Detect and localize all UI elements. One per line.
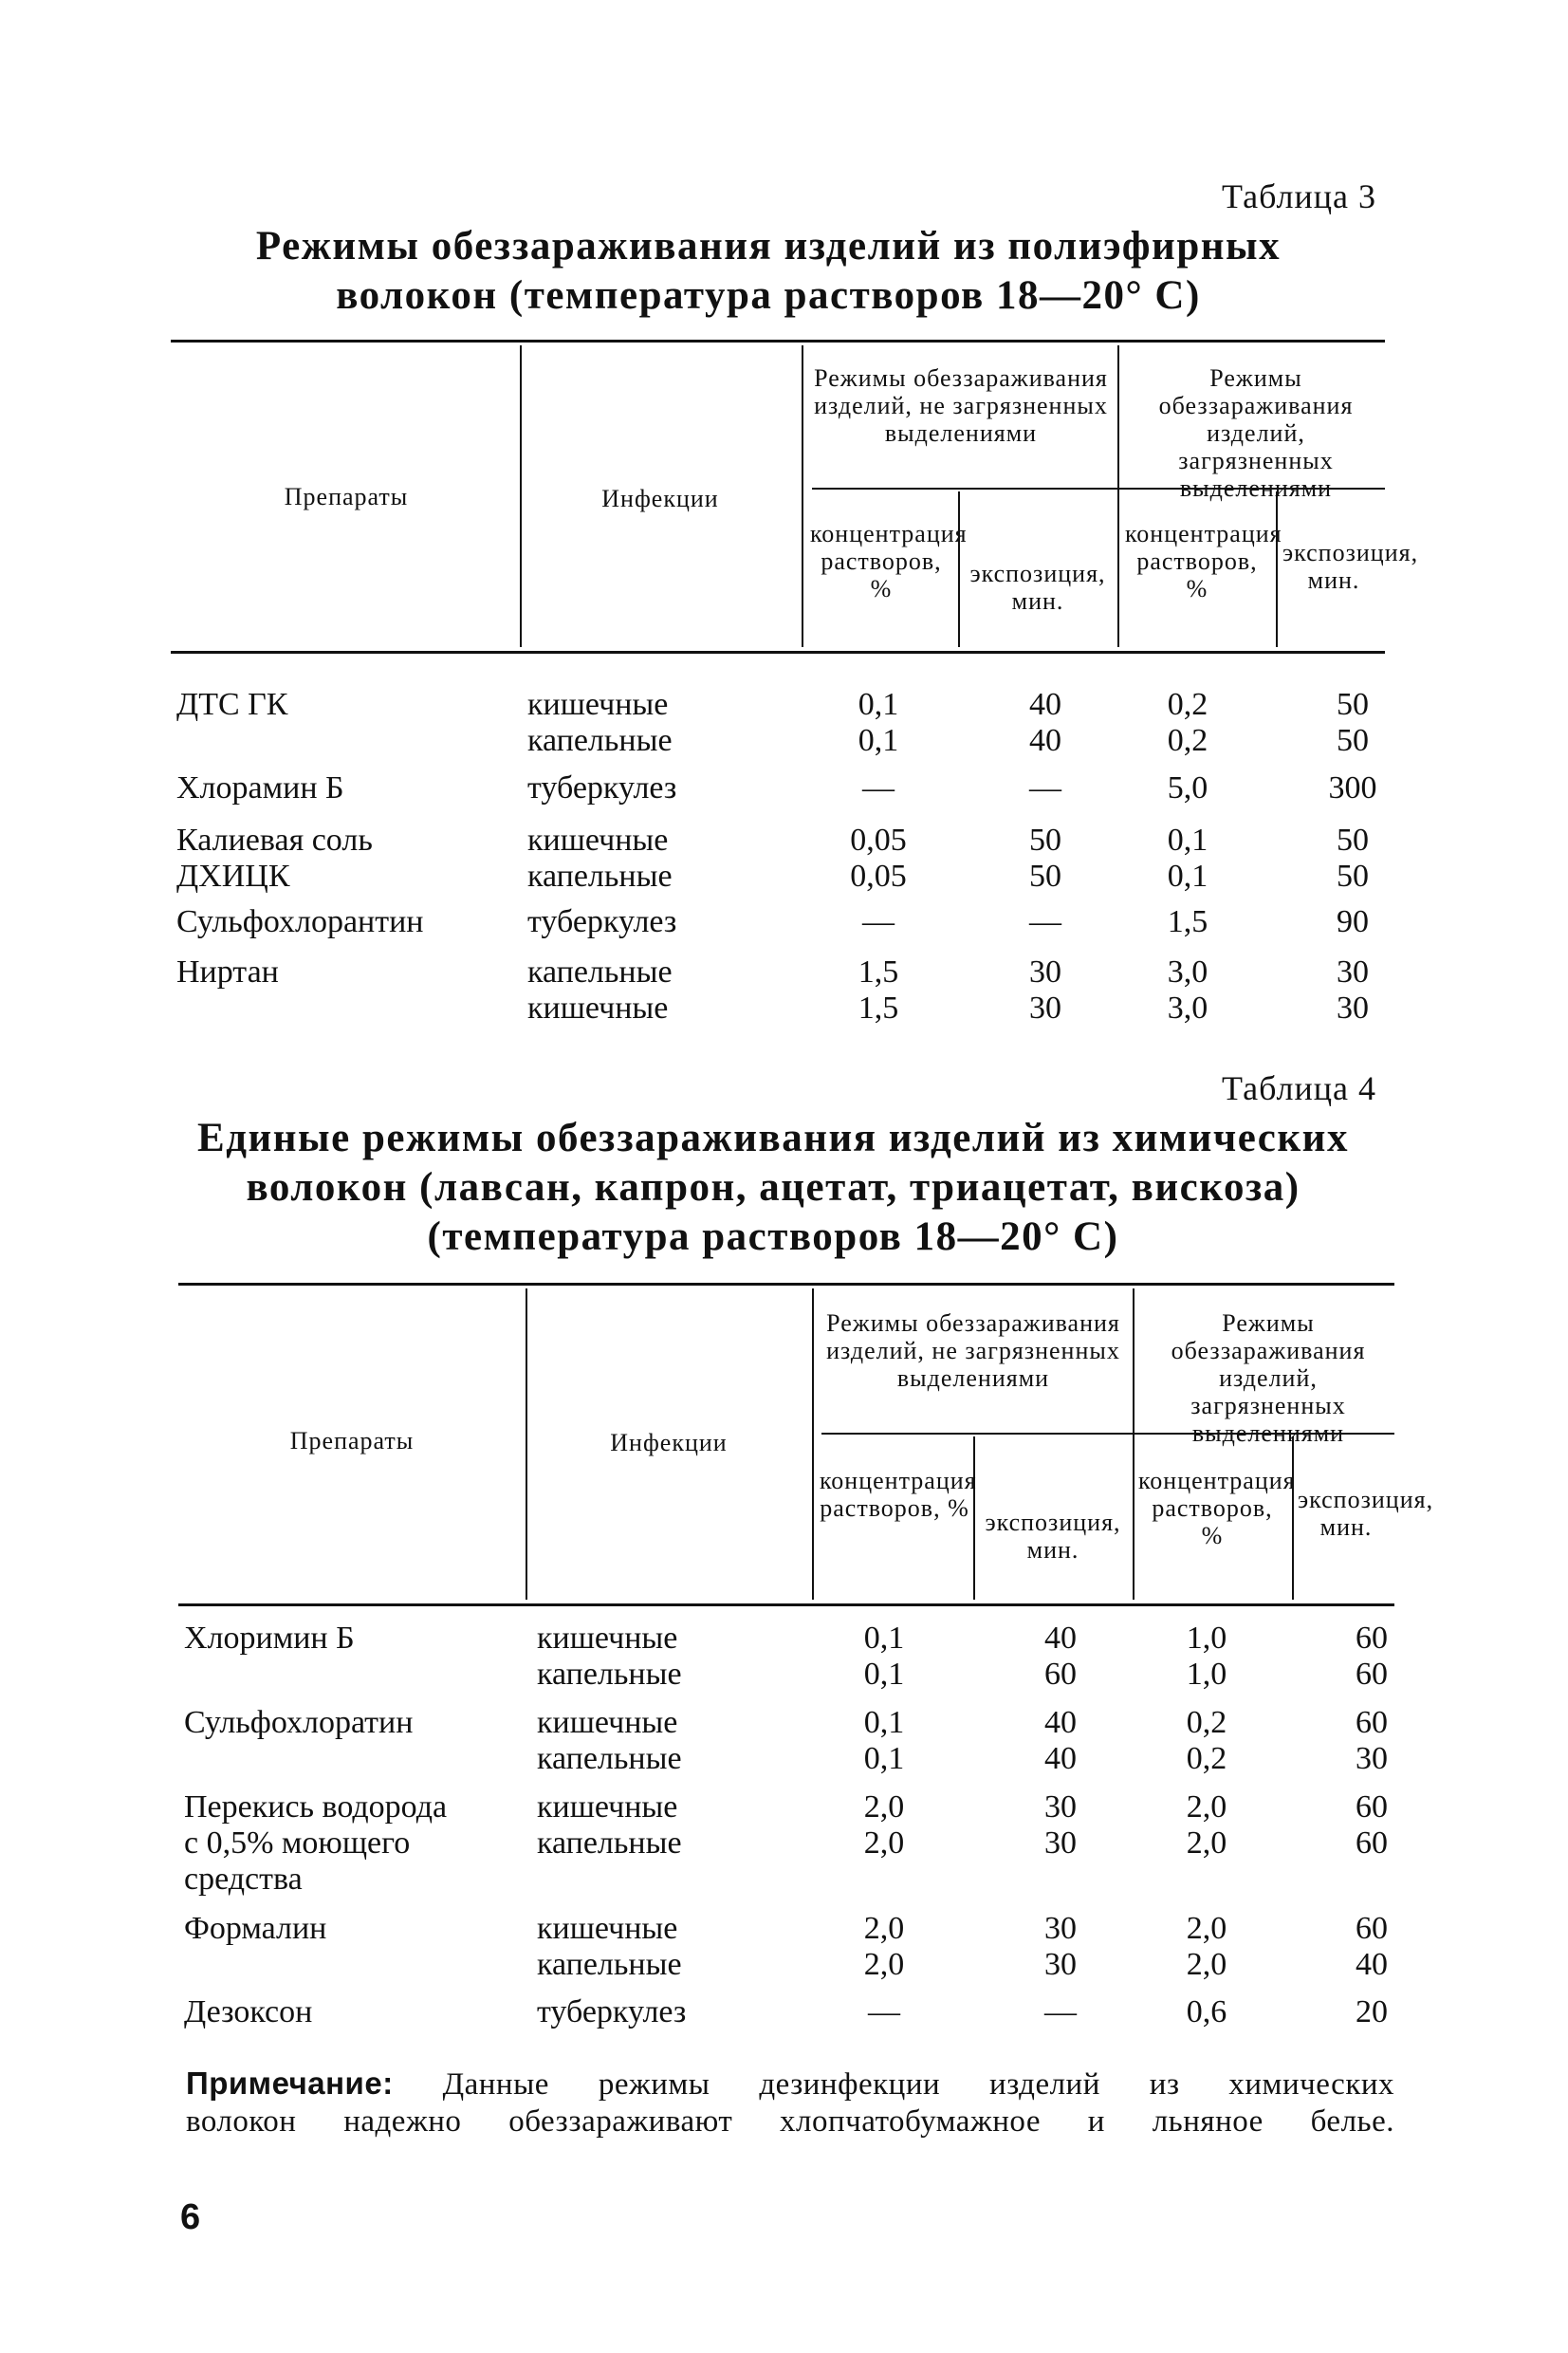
table3-label: Таблица 3 bbox=[1222, 177, 1376, 215]
concentration-dirty-cell: 0,6 bbox=[1186, 1994, 1227, 2029]
table4-col-divider-4 bbox=[1133, 1288, 1134, 1600]
table3-header-group-dirty: Режимы обеззараживания изделий, загрязненных выделениями bbox=[1158, 364, 1354, 502]
concentration-clean-cell: 0,1 0,1 bbox=[863, 1705, 905, 1776]
table4-title-line1: Единые режимы обеззараживания изделий из химических bbox=[197, 1116, 1349, 1160]
table3-header-infections: Инфекции bbox=[601, 485, 719, 512]
exposure-dirty-cell: 60 30 bbox=[1356, 1705, 1388, 1776]
infection-cell: туберкулез bbox=[527, 770, 677, 806]
table4-header-preparations: Препараты bbox=[289, 1427, 415, 1454]
note-label: Примечание: bbox=[186, 2066, 394, 2101]
table4-title-line2: волокон (лавсан, капрон, ацетат, триацетат, вискоза) bbox=[246, 1165, 1301, 1210]
table4-col-divider-2 bbox=[812, 1288, 814, 1600]
table4-col-divider-3 bbox=[973, 1436, 975, 1600]
infection-cell: кишечные капельные bbox=[537, 1789, 682, 1861]
exposure-clean-cell: 40 40 bbox=[1029, 687, 1061, 758]
infection-cell: кишечные капельные bbox=[537, 1705, 682, 1776]
exposure-clean-cell: — bbox=[1044, 1994, 1077, 2029]
table4-note-line1 bbox=[186, 2065, 1394, 2103]
table4-header-bottom-rule bbox=[178, 1603, 1394, 1606]
table4-col-divider-1 bbox=[526, 1288, 527, 1600]
exposure-clean-cell: — bbox=[1029, 904, 1061, 939]
concentration-dirty-cell: 2,0 2,0 bbox=[1186, 1911, 1227, 1982]
concentration-dirty-cell: 0,2 0,2 bbox=[1167, 687, 1208, 758]
infection-cell: капельные кишечные bbox=[527, 954, 673, 1026]
infection-cell: кишечные капельные bbox=[537, 1621, 682, 1692]
table4-header-exposure-clean: экспозиция, мин. bbox=[985, 1509, 1121, 1564]
concentration-dirty-cell: 5,0 bbox=[1167, 770, 1208, 806]
exposure-dirty-cell: 30 30 bbox=[1337, 954, 1369, 1026]
table3-header-concentration-2: концентрация растворов, % bbox=[1125, 520, 1282, 602]
table4-header-exposure-dirty: экспозиция, мин. bbox=[1298, 1486, 1434, 1541]
exposure-dirty-cell: 60 60 bbox=[1356, 1621, 1388, 1692]
concentration-clean-cell: 2,0 2,0 bbox=[863, 1911, 905, 1982]
concentration-dirty-cell: 2,0 2,0 bbox=[1186, 1789, 1227, 1861]
table-row bbox=[176, 954, 1391, 1078]
table4-header-concentration: концентрация растворов, % bbox=[820, 1467, 977, 1522]
concentration-clean-cell: 1,5 1,5 bbox=[858, 954, 899, 1026]
infection-cell: кишечные капельные bbox=[527, 687, 673, 758]
concentration-clean-cell: — bbox=[868, 1994, 900, 2029]
exposure-clean-cell: 40 40 bbox=[1044, 1705, 1077, 1776]
concentration-clean-cell: 0,05 0,05 bbox=[850, 823, 907, 894]
table3-header-bottom-rule bbox=[171, 651, 1385, 654]
concentration-dirty-cell: 0,1 0,1 bbox=[1167, 823, 1208, 894]
table3-top-rule bbox=[171, 340, 1385, 343]
page-number: 6 bbox=[180, 2197, 201, 2237]
table4-top-rule bbox=[178, 1283, 1394, 1286]
preparation-cell: Формалин bbox=[184, 1911, 327, 1946]
table3-header-preparations: Препараты bbox=[284, 483, 409, 510]
preparation-cell: Ниртан bbox=[176, 954, 279, 990]
preparation-cell: Хлоримин Б bbox=[184, 1621, 355, 1656]
exposure-dirty-cell: 50 50 bbox=[1337, 823, 1369, 894]
exposure-dirty-cell: 60 60 bbox=[1356, 1789, 1388, 1861]
table3-col-divider-5 bbox=[1276, 491, 1278, 647]
table3-header-group-clean: Режимы обеззараживания изделий, не загрязненных выделениями bbox=[814, 364, 1108, 447]
table4-label: Таблица 4 bbox=[1222, 1069, 1376, 1107]
concentration-clean-cell: — bbox=[862, 770, 895, 806]
table3-col-divider-2 bbox=[802, 345, 803, 647]
concentration-dirty-cell: 1,5 bbox=[1167, 904, 1208, 939]
table4-header-concentration-2: концентрация растворов, % bbox=[1138, 1467, 1296, 1549]
preparation-cell: Перекись водорода с 0,5% моющего средства bbox=[184, 1789, 448, 1897]
table3-col-divider-4 bbox=[1117, 345, 1119, 647]
concentration-clean-cell: — bbox=[862, 904, 895, 939]
table3-header-exposure-dirty: экспозиция, мин. bbox=[1282, 539, 1419, 594]
exposure-dirty-cell: 90 bbox=[1337, 904, 1369, 939]
concentration-dirty-cell: 1,0 1,0 bbox=[1186, 1621, 1227, 1692]
exposure-dirty-cell: 60 40 bbox=[1356, 1911, 1388, 1982]
table3-header-exposure-clean: экспозиция, мин. bbox=[969, 560, 1106, 615]
preparation-cell: Сульфохлорантин bbox=[176, 904, 424, 939]
exposure-clean-cell: 50 50 bbox=[1029, 823, 1061, 894]
table4-header-group-dirty: Режимы обеззараживания изделий, загрязненных выделениями bbox=[1171, 1309, 1366, 1447]
preparation-cell: Калиевая соль ДХИЦК bbox=[176, 823, 373, 894]
table3-title-line1: Режимы обеззараживания изделий из полиэфирных bbox=[255, 224, 1282, 269]
note-line1-text: Данные режимы дезинфекции изделий из химических bbox=[442, 2067, 1395, 2102]
exposure-clean-cell: 30 30 bbox=[1029, 954, 1061, 1026]
exposure-dirty-cell: 20 bbox=[1356, 1994, 1388, 2029]
table4-col-divider-5 bbox=[1292, 1436, 1294, 1600]
preparation-cell: Сульфохлоратин bbox=[184, 1705, 414, 1740]
infection-cell: кишечные капельные bbox=[527, 823, 673, 894]
preparation-cell: Хлорамин Б bbox=[176, 770, 344, 806]
infection-cell: туберкулез bbox=[527, 904, 677, 939]
table4-header-group-clean: Режимы обеззараживания изделий, не загрязненных выделениями bbox=[826, 1309, 1120, 1392]
concentration-clean-cell: 2,0 2,0 bbox=[863, 1789, 905, 1861]
table4-header-infections: Инфекции bbox=[610, 1429, 728, 1456]
infection-cell: туберкулез bbox=[537, 1994, 687, 2029]
table-row bbox=[184, 1789, 1398, 1913]
table4-note-line2: волокон надежно обеззараживают хлопчатобумажное и льняное белье. bbox=[186, 2104, 1394, 2139]
table3-header-concentration: концентрация растворов, % bbox=[810, 520, 968, 602]
table3-title-line2: волокон (температура растворов 18—20° С) bbox=[336, 273, 1201, 318]
concentration-dirty-cell: 0,2 0,2 bbox=[1186, 1705, 1227, 1776]
infection-cell: кишечные капельные bbox=[537, 1911, 682, 1982]
concentration-clean-cell: 0,1 0,1 bbox=[863, 1621, 905, 1692]
table3-col-divider-1 bbox=[520, 345, 522, 647]
exposure-clean-cell: 30 30 bbox=[1044, 1911, 1077, 1982]
preparation-cell: ДТС ГК bbox=[176, 687, 288, 722]
exposure-clean-cell: — bbox=[1029, 770, 1061, 806]
exposure-dirty-cell: 50 50 bbox=[1337, 687, 1369, 758]
table4-title-line3: (температура растворов 18—20° С) bbox=[427, 1214, 1119, 1259]
exposure-dirty-cell: 300 bbox=[1328, 770, 1377, 806]
preparation-cell: Дезоксон bbox=[184, 1994, 313, 2029]
table3-col-divider-3 bbox=[958, 491, 960, 647]
concentration-clean-cell: 0,1 0,1 bbox=[858, 687, 899, 758]
concentration-dirty-cell: 3,0 3,0 bbox=[1167, 954, 1208, 1026]
exposure-clean-cell: 40 60 bbox=[1044, 1621, 1077, 1692]
exposure-clean-cell: 30 30 bbox=[1044, 1789, 1077, 1861]
